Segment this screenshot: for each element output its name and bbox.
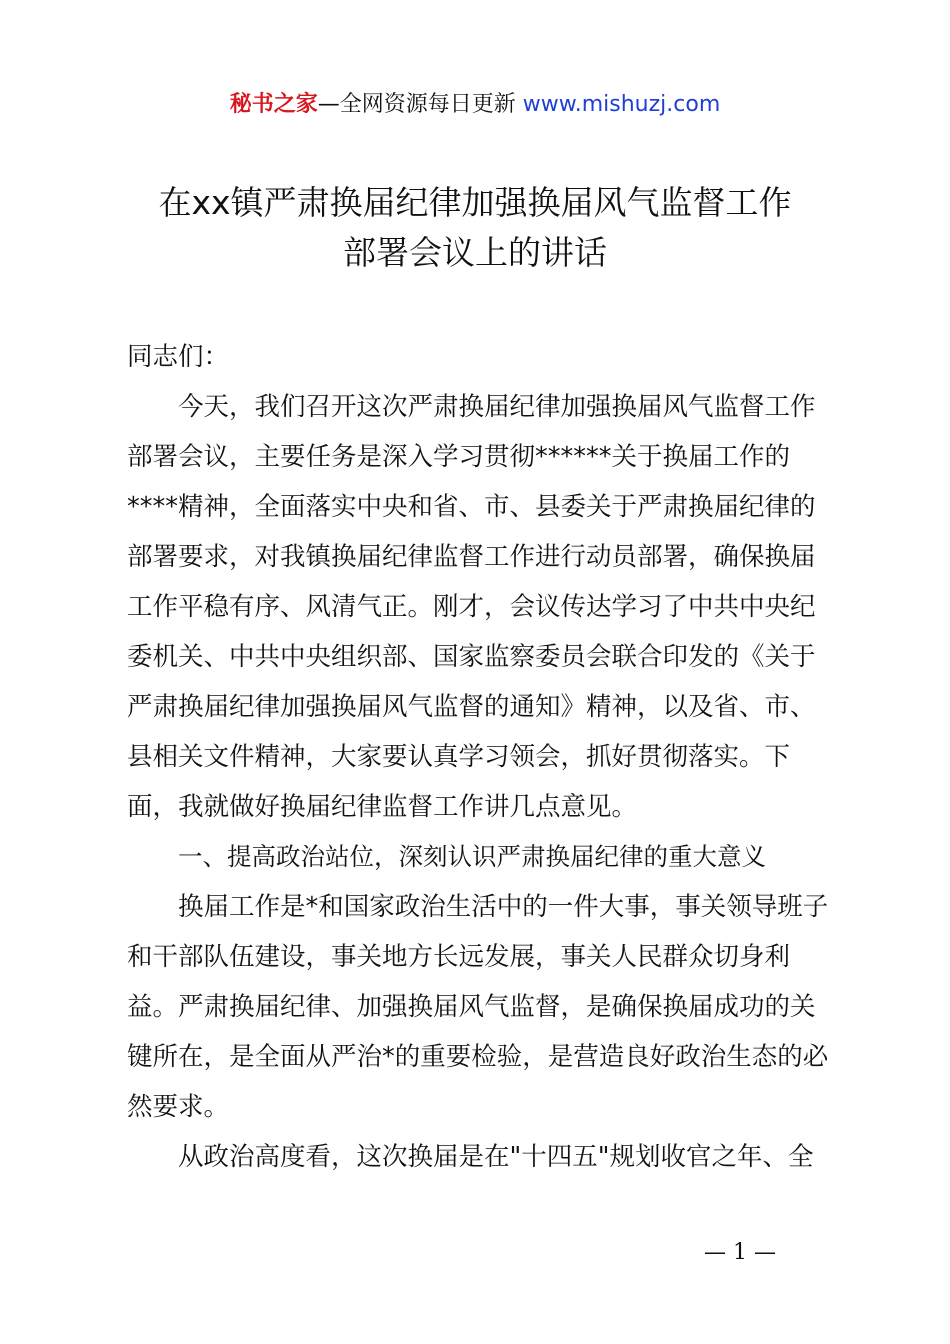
section-heading-1: 一、提高政治站位，深刻认识严肃换届纪律的重大意义 <box>178 842 766 871</box>
salutation: 同志们： <box>127 342 230 372</box>
title-line-1: 在xx镇严肃换届纪律加强换届风气监督工作 <box>158 183 792 222</box>
header-slogan: —全网资源每日更新 <box>317 92 523 117</box>
site-url-link[interactable]: www.mishuzj.com <box>522 92 721 117</box>
site-header <box>0 88 950 122</box>
paragraph-significance: 换届工作是*和国家政治生活中的一件大事，事关领导班子和干部队伍建设，事关地方长远发展，事关人民群众切身利益。严肃换届纪律、加强换届风气监督，是确保换届成功的关键所在，是全面从严治*的重要检验，是营造良好政治生态的必然要求。 <box>127 892 829 1122</box>
document-body <box>127 332 837 1182</box>
document-title <box>0 178 950 278</box>
page-number: — 1 — <box>704 1240 776 1265</box>
paragraph-intro: 今天，我们召开这次严肃换届纪律加强换届风气监督工作部署会议，主要任务是深入学习贯彻******关于换届工作的****精神，全面落实中央和省、市、县委关于严肃换届纪律的部署要求，对我镇换届纪律监督工作进行动员部署，确保换届工作平稳有序、风清气正。刚才，会议传达学习了中共中央纪委机关、中共中央组织部、国家监察委员会联合印发的《关于严肃换届纪律加强换届风气监督的通知》精神，以及省、市、县相关文件精神，大家要认真学习领会，抓好贯彻落实。下面，我就做好换届纪律监督工作讲几点意见。 <box>127 392 816 822</box>
paragraph-political-height: 从政治高度看，这次换届是在"十四五"规划收官之年、全 <box>178 1142 814 1172</box>
brand-name: 秘书之家 <box>229 92 318 117</box>
title-line-2: 部署会议上的讲话 <box>343 233 607 272</box>
